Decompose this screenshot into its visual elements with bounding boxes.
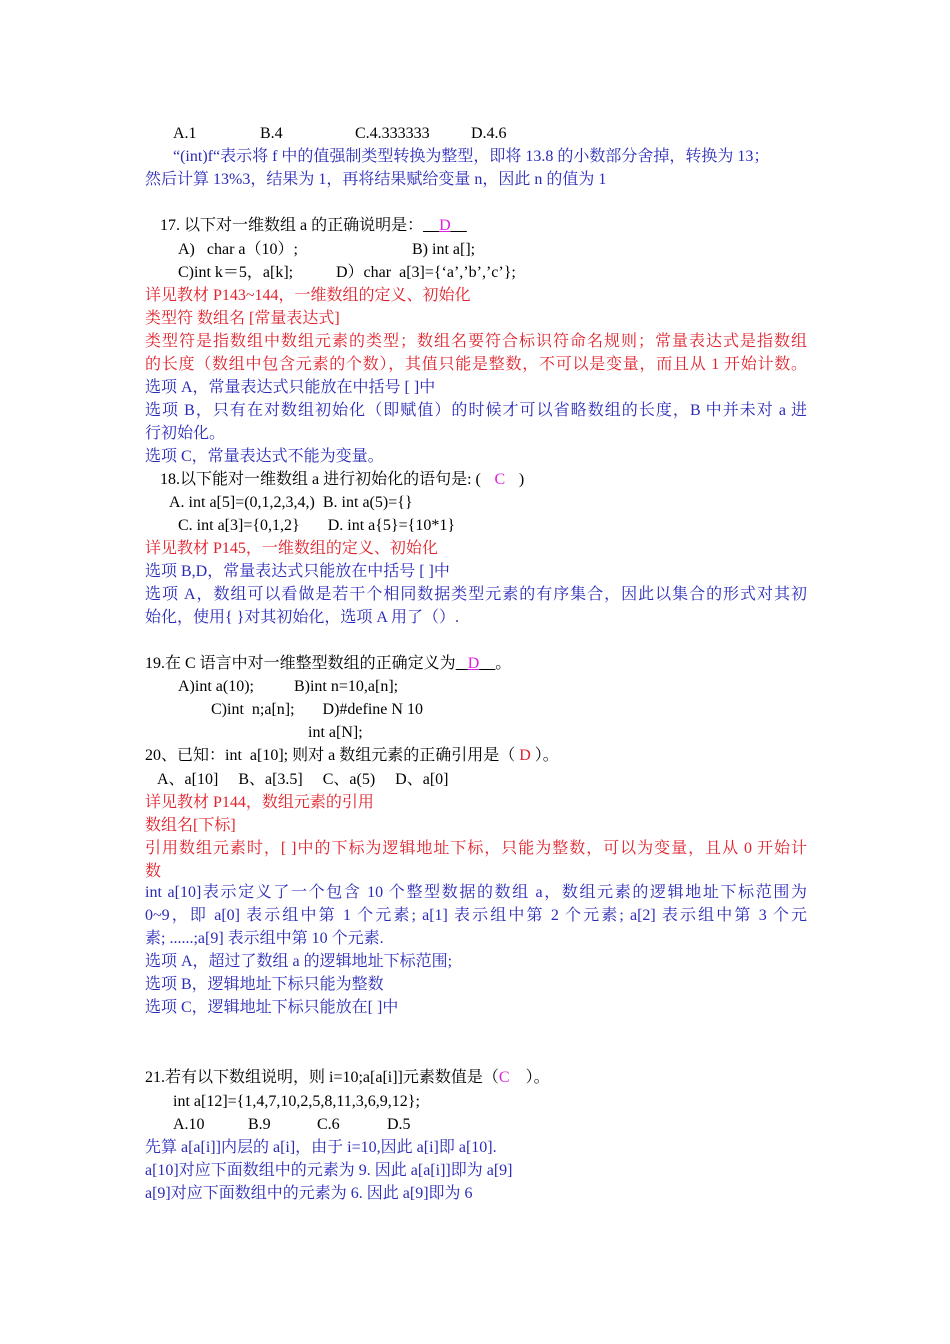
q17-note-b-line2: 行初始化。 [145,425,226,442]
q20-explanation-line1: int a[10]表示定义了一个包含 10 个整型数据的数组 a，数组元素的逻辑地址下标范围为 [145,884,807,901]
q18-note-a-line2: 始化，使用{ }对其初始化，选项 A 用了（）. [145,609,460,626]
q17-note-a: 选项 A，常量表达式只能放在中括号 [ ]中 [145,379,436,396]
q16-explanation-line2: 然后计算 13%3，结果为 1，再将结果赋给变量 n，因此 n 的值为 1 [145,171,607,188]
q18-note-bd: 选项 B,D，常量表达式只能放在中括号 [ ]中 [145,563,450,580]
q20-description-line2: 数 [145,863,162,880]
q21-declaration: int a[12]={1,4,7,10,2,5,8,11,3,6,9,12}; [173,1093,420,1110]
q20-note-a: 选项 A，超过了数组 a 的逻辑地址下标范围; [145,953,453,970]
q18-answer: C [494,471,506,488]
q18-reference: 详见教材 P145，一维数组的定义、初始化 [145,540,438,557]
q18-options-cd: C. int a[3]={0,1,2} D. int a{5}={10*1} [178,517,455,534]
q21-option-a: A.10 [173,1116,205,1133]
q18-options-ab: A. int a[5]=(0,1,2,3,4,) B. int a(5)={} [169,494,413,511]
q20-options: A、a[10] B、a[3.5] C、a(5) D、a[0] [157,771,449,788]
q19-options-ab: A)int a(10); B)int n=10,a[n]; [178,678,399,695]
q20-explanation-line2: 0~9，即 a[0] 表示组中第 1 个元素; a[1] 表示组中第 2 个元素; a[2] 表示组中第 3 个元 [145,907,807,924]
q21-explanation-line1: 先算 a[a[i]]内层的 a[i]，由于 i=10,因此 a[i]即 a[10]. [145,1139,497,1156]
q20-explanation-line3: 素; ......;a[9] 表示组中第 10 个元素. [145,930,384,947]
q16-option-c: C.4.333333 [355,125,430,142]
q20-note-c: 选项 C，逻辑地址下标只能放在[ ]中 [145,999,399,1016]
q21-answer: C [498,1069,510,1086]
q21-option-d: D.5 [387,1116,411,1133]
q17-syntax: 类型符 数组名 [常量表达式] [145,310,340,327]
q21-stem: 21.若有以下数组说明，则 i=10;a[a[i]]元素数值是（C ）。 [145,1069,550,1086]
q17-answer: D [439,217,451,234]
q17-note-c: 选项 C，常量表达式不能为变量。 [145,448,384,465]
q19-options-cd: C)int n;a[n]; D)#define N 10 [211,701,423,718]
q17-description-line2: 的长度（数组中包含元素的个数），其值只能是整数，不可以是变量，而且从 1 开始计数。 [145,356,807,373]
q17-option-d: D）char a[3]={‘a’,’b’,’c’}; [336,264,516,281]
q20-syntax: 数组名[下标] [145,817,236,834]
q21-explanation-line3: a[9]对应下面数组中的元素为 6. 因此 a[9]即为 6 [145,1185,473,1202]
q20-stem: 20、已知：int a[10]; 则对 a 数组元素的正确引用是（ D ）。 [145,747,559,764]
q17-note-b-line1: 选项 B，只有在对数组初始化（即赋值）的时候才可以省略数组的长度，B 中并未对 a 进 [145,402,807,419]
q18-note-a-line1: 选项 A，数组可以看做是若干个相同数据类型元素的有序集合，因此以集合的形式对其初 [145,586,807,603]
q19-stem: 19.在 C 语言中对一维整型数组的正确定义为 _D__。 [145,655,512,672]
q16-option-a: A.1 [173,125,197,142]
q20-answer: D [519,747,531,764]
q21-explanation-line2: a[10]对应下面数组中的元素为 9. 因此 a[a[i]]即为 a[9] [145,1162,513,1179]
q18-stem: 18.以下能对一维数组 a 进行初始化的语句是: ( C ) [160,468,524,491]
q16-option-b: B.4 [260,125,283,142]
q17-option-c: C)int k＝5，a[k]; [178,264,294,281]
q17-option-b: B) int a[]; [412,241,476,258]
q17-reference: 详见教材 P143~144，一维数组的定义、初始化 [145,287,471,304]
q17-stem: 17. 以下对一维数组 a 的正确说明是：__D__ [160,217,467,234]
q17-description-line1: 类型符是指数组中数组元素的类型；数组名要符合标识符命名规则；常量表达式是指数组 [145,333,807,350]
q17-option-a: A) char a（10）; [178,241,298,258]
q21-option-b: B.9 [248,1116,271,1133]
q20-description-line1: 引用数组元素时，[ ]中的下标为逻辑地址下标，只能为整数，可以为变量，且从 0 开始计 [145,840,807,857]
q19-option-d-line2: int a[N]; [308,724,363,741]
q16-explanation-line1: “(int)f“表示将 f 中的值强制类型转换为整型，即将 13.8 的小数部分舍掉，转换为 13； [173,148,770,165]
q21-option-c: C.6 [317,1116,340,1133]
q20-note-b: 选项 B，逻辑地址下标只能为整数 [145,976,384,993]
q19-answer: D [467,655,480,672]
q16-option-d: D.4.6 [471,125,507,142]
q20-reference: 详见教材 P144，数组元素的引用 [145,794,374,811]
